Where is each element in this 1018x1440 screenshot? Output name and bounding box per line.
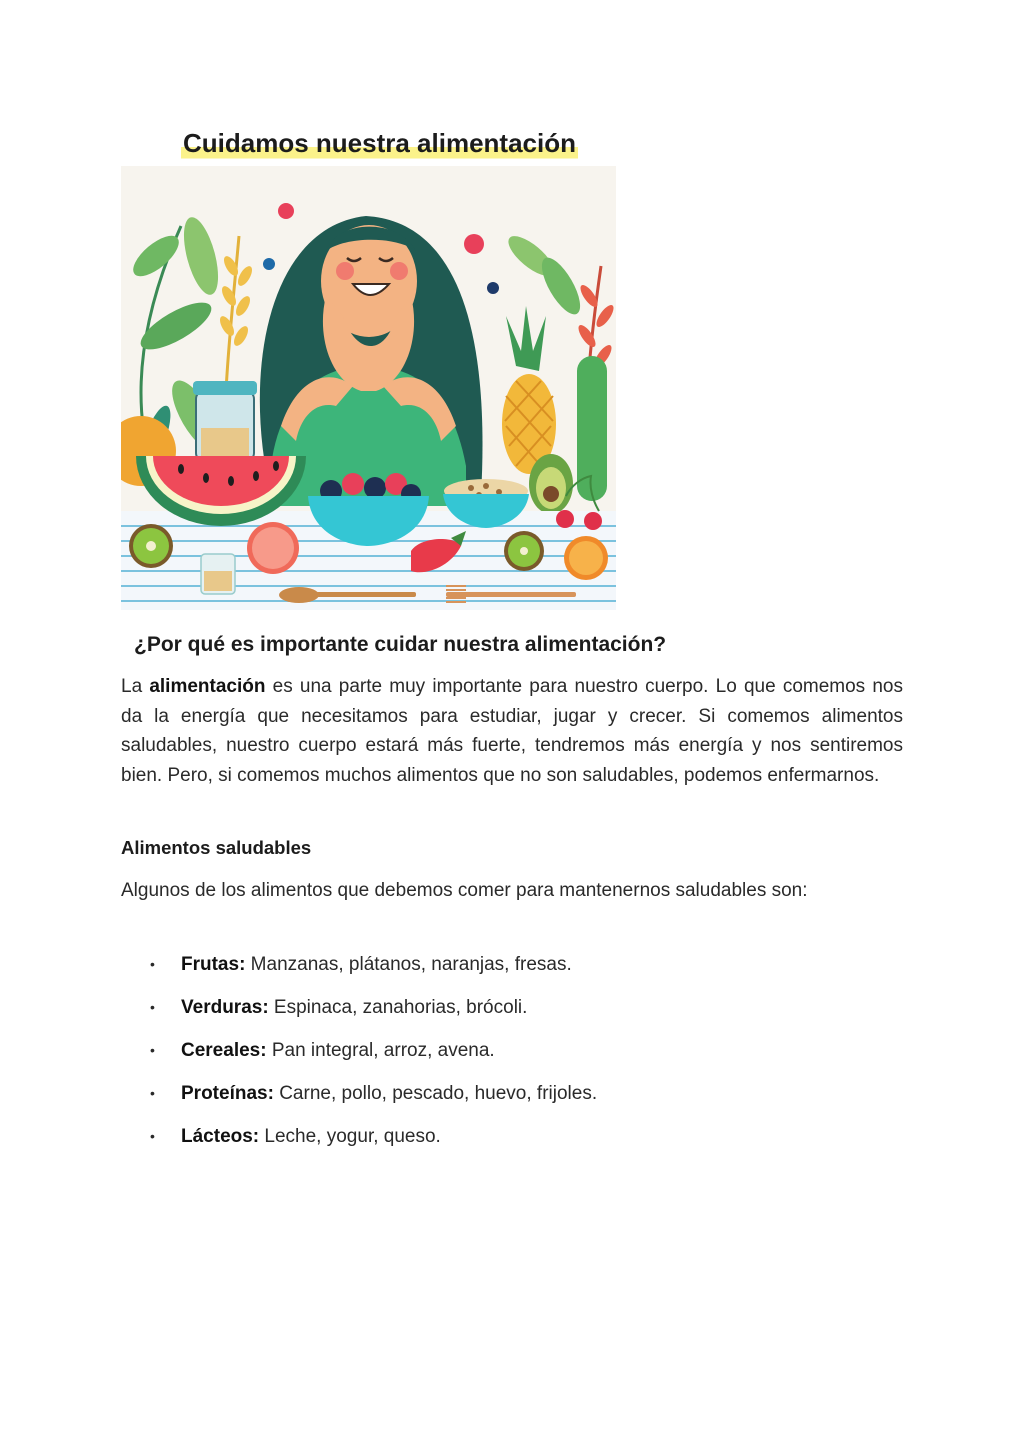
list-item	[150, 993, 597, 1036]
intro-keyword: alimentación	[149, 676, 266, 697]
bullet-icon: •	[150, 1042, 155, 1058]
intro-text-rest: es una parte muy importante para nuestro cuerpo. Lo que comemos nos da la energía que necesitamos para estudiar, jugar y crecer. Si comemos alimentos saludables, nuestro cuerpo estará más fuerte, tendremos más energía y nos sentiremos bien. Pero, si comemos muchos alimentos que no son saludables, podemos enfermarnos.	[121, 676, 903, 786]
food-group-items: Leche, yogur, queso.	[259, 1126, 441, 1147]
food-group-items: Pan integral, arroz, avena.	[266, 1040, 495, 1061]
intro-paragraph	[121, 672, 903, 790]
bullet-icon: •	[150, 1085, 155, 1101]
bullet-icon: •	[150, 999, 155, 1015]
healthy-foods-heading: Alimentos saludables	[121, 837, 312, 858]
section-heading: ¿Por qué es importante cuidar nuestra alimentación?	[134, 633, 667, 656]
food-group-label: Proteínas:	[181, 1083, 274, 1104]
food-group-list	[150, 950, 597, 1165]
list-item	[150, 950, 597, 993]
girl-with-fruits-image	[121, 166, 616, 610]
food-group-items: Carne, pollo, pescado, huevo, frijoles.	[273, 1083, 598, 1104]
food-group-items: Espinaca, zanahorias, brócoli.	[268, 997, 528, 1018]
food-group-items: Manzanas, plátanos, naranjas, fresas.	[245, 954, 572, 975]
food-group-label: Lácteos:	[181, 1126, 260, 1147]
bullet-icon: •	[150, 956, 155, 972]
list-item	[150, 1036, 597, 1079]
food-group-label: Cereales:	[181, 1040, 267, 1061]
food-group-label: Verduras:	[181, 997, 269, 1018]
intro-text-start: La	[121, 676, 150, 697]
list-item	[150, 1122, 597, 1165]
page-title: Cuidamos nuestra alimentación	[183, 128, 576, 158]
healthy-foods-lead: Algunos de los alimentos que debemos comer para mantenernos saludables son:	[121, 880, 808, 901]
food-group-label: Frutas:	[181, 954, 246, 975]
healthy-eating-illustration	[121, 166, 616, 610]
bullet-icon: •	[150, 1128, 155, 1144]
list-item	[150, 1079, 597, 1122]
